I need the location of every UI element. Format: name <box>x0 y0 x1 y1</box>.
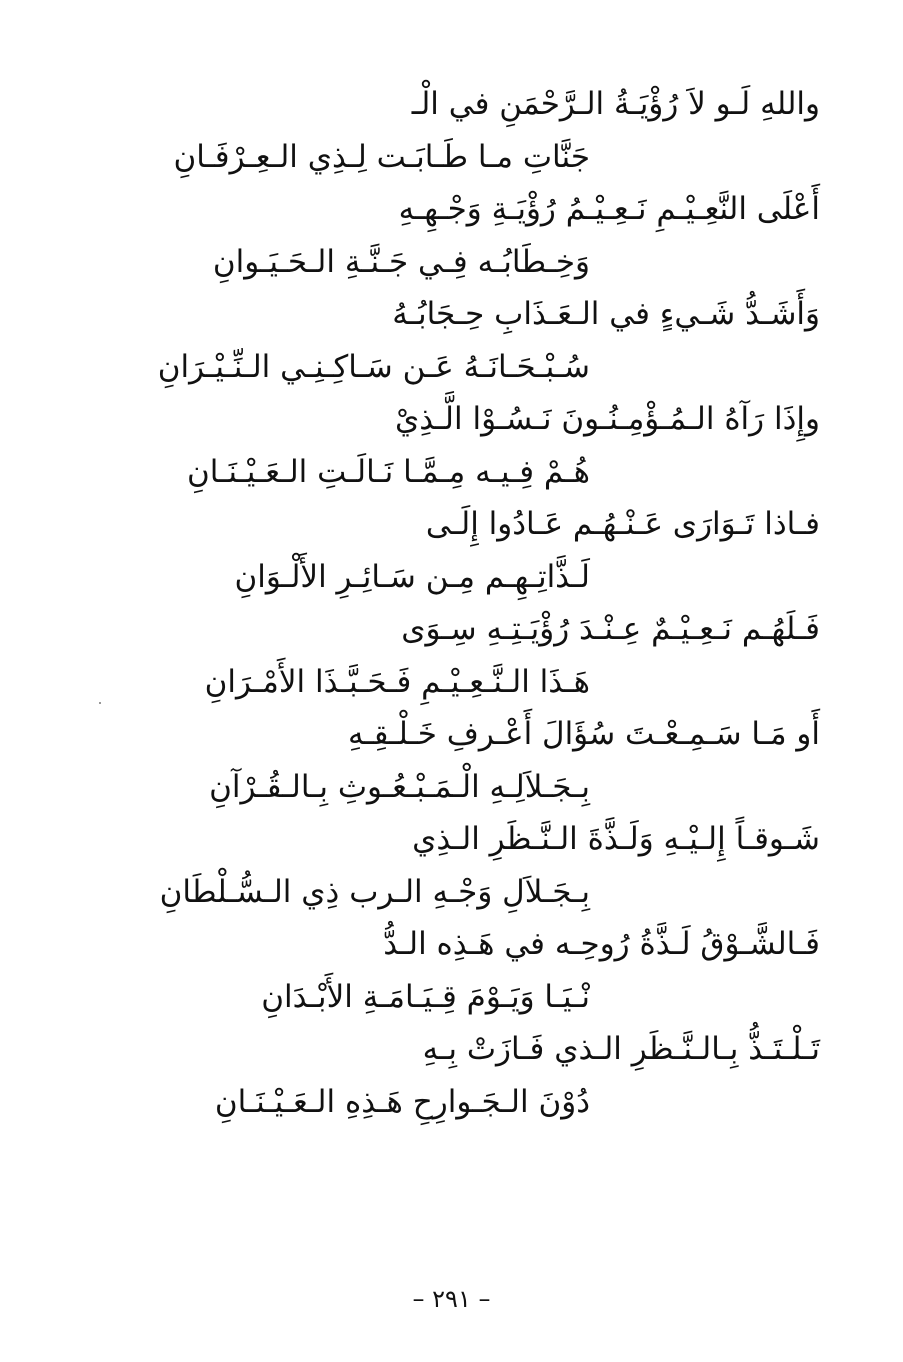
verse-3-second-hemistich: سُـبْـحَـانَـهُ عَـن سَـاكِـنِـي الـنِّـيْـرَانِ <box>157 348 590 385</box>
verse-1-second-hemistich: جَنَّاتِ مـا طَـابَـت لِـذِي الـعِـرْفَـانِ <box>173 138 590 175</box>
poem <box>120 78 820 1128</box>
verse-3-first-hemistich: وَأَشَـدُّ شَـيءٍ في الـعَـذَابِ حِـجَابُـهُ <box>392 296 820 332</box>
verse-10-second-hemistich: دُوْنَ الـجَـوارِحِ هَـذِهِ الـعَـيْـنَـانِ <box>214 1083 590 1120</box>
page-number: – ٢٩١ – <box>412 1285 491 1313</box>
verse-2-first-hemistich: أَعْلَى النَّعِـيْـمِ نَـعِـيْـمُ رُؤْيَـةِ وَجْـهِـهِ <box>398 191 820 227</box>
verse-7-first-hemistich: أَو مَـا سَـمِـعْـتَ سُؤَالَ أَعْـرفِ خَـلْـقِـهِ <box>347 716 820 752</box>
verse-1-first-hemistich: واللهِ لَـو لاَ رُؤْيَـةُ الـرَّحْمَنِ في الْـ <box>411 86 820 122</box>
verse-9-second-hemistich: نْـيَـا وَيَـوْمَ قِـيَـامَـةِ الأَبْـدَانِ <box>261 978 590 1015</box>
verse-4-first-hemistich: وإِذَا رَآهُ الـمُـؤْمِـنُـونَ نَـسُـوْا الَّـذِيْ <box>394 401 820 437</box>
verse-10-first-hemistich: تَـلْـتَـذُّ بِـالـنَّـظَرِ الـذي فَـازَتْ بِـهِ <box>422 1031 820 1067</box>
verse-5-second-hemistich: لَـذَّاتِـهِـم مِـن سَـائِـرِ الأَلْـوَانِ <box>234 558 590 595</box>
verse-2-second-hemistich: وَخِـطَابُـه فِـي جَـنَّـةِ الـحَـيَـوانِ <box>212 243 590 280</box>
verse-9-first-hemistich: فَـالشَّـوْقُ لَـذَّةُ رُوحِـه في هَـذِه الـدُّ <box>383 926 820 962</box>
scan-speck <box>99 702 101 704</box>
verse-5-first-hemistich: فـاذا تَـوَارَى عَـنْـهُـم عَـادُوا إِلَـى <box>425 506 820 542</box>
verse-6-first-hemistich: فَـلَهُـم نَـعِـيْـمٌ عِـنْـدَ رُؤْيَـتِـهِ سِـوَى <box>401 611 820 647</box>
verse-6-second-hemistich: هَـذَا الـنَّـعِـيْـمِ فَـحَـبَّـذَا الأَمْـرَانِ <box>204 663 590 700</box>
verse-4-second-hemistich: هُـمْ فِـيـه مِـمَّـا نَـالَـتِ الـعَـيْـنَـانِ <box>187 453 590 490</box>
verse-7-second-hemistich: بِـجَـلاَلِـهِ الْـمَـبْـعُـوثِ بِـالـقُـرْآنِ <box>209 768 590 805</box>
verse-8-first-hemistich: شَـوقـاً إِلـيْـهِ وَلَـذَّةَ الـنَّـظَرِ الـذِي <box>412 821 820 857</box>
verse-8-second-hemistich: بِـجَـلاَلِ وَجْـهِ الـرب ذِي الـسُّـلْطَانِ <box>159 873 590 910</box>
